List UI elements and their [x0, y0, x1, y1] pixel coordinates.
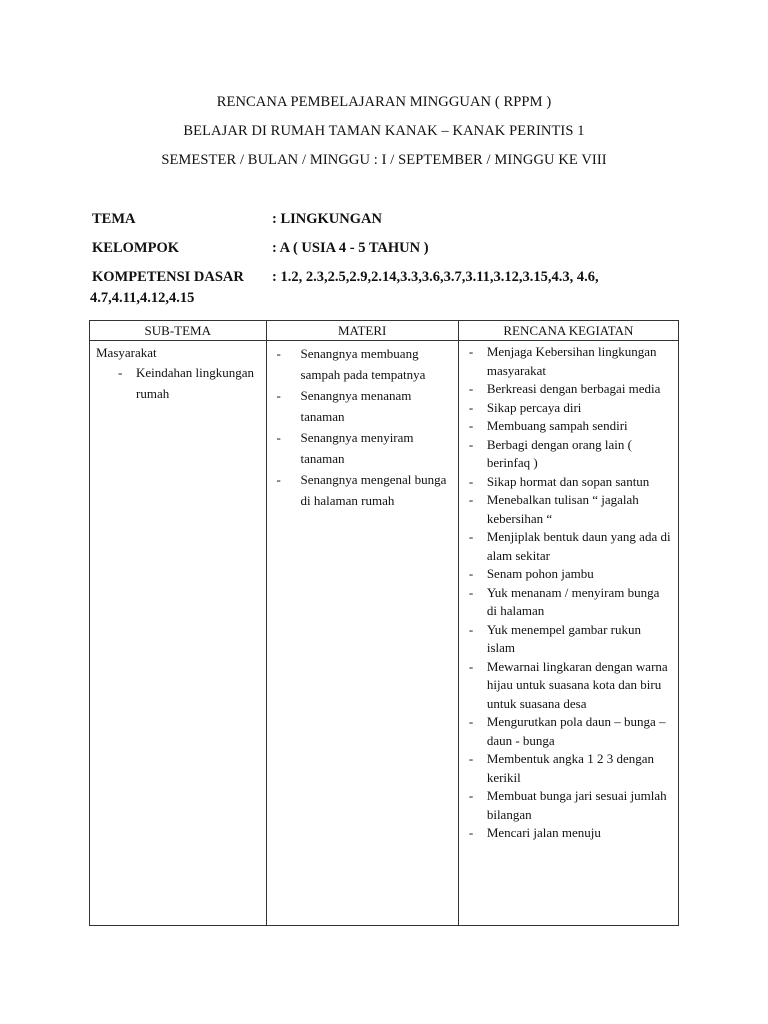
tema-label: TEMA [92, 211, 136, 227]
rppm-table [89, 320, 679, 926]
list-item: - Sikap percaya diri [465, 399, 672, 418]
document-title: RENCANA PEMBELAJARAN MINGGUAN ( RPPM ) [216, 94, 552, 110]
header-materi: MATERI [266, 321, 458, 341]
list-item: - Yuk menempel gambar rukun islam [465, 621, 672, 658]
semester-line: SEMESTER / BULAN / MINGGU : I / SEPTEMBER / MINGGU KE VIII [161, 152, 607, 168]
list-item: - Senangnya mengenal bunga di halaman rumah [273, 469, 452, 511]
list-item: - Mewarnai lingkaran dengan warna hijau untuk suasana kota dan biru untuk suasana desa [465, 658, 672, 714]
table-row [90, 341, 679, 926]
tema-row [92, 211, 692, 231]
list-item: - Menjaga Kebersihan lingkungan masyarakat [465, 343, 672, 380]
kompetensi-value: : 1.2, 2.3,2.5,2.9,2.14,3.3,3.6,3.7,3.11,3.12,3.15,4.3, 4.6, [272, 269, 599, 285]
kompetensi-continuation: 4.7,4.11,4.12,4.15 [90, 290, 195, 306]
list-item: - Menebalkan tulisan “ jagalah kebersihan “ [465, 491, 672, 528]
materi-list [273, 343, 452, 511]
kegiatan-list [465, 343, 672, 843]
list-item: - Sikap hormat dan sopan santun [465, 473, 672, 492]
list-item: - Berkreasi dengan berbagai media [465, 380, 672, 399]
list-item: - Senangnya menyiram tanaman [273, 427, 452, 469]
list-item: - Berbagi dengan orang lain ( berinfaq ) [465, 436, 672, 473]
list-item: - Mencari jalan menuju [465, 824, 672, 843]
tema-value: : LINGKUNGAN [272, 211, 382, 227]
list-item: - Membuang sampah sendiri [465, 417, 672, 436]
kelompok-row [92, 240, 692, 260]
kegiatan-cell [458, 341, 678, 926]
header-kegiatan: RENCANA KEGIATAN [458, 321, 678, 341]
subtema-list [114, 362, 260, 404]
list-item: - Senangnya membuang sampah pada tempatnya [273, 343, 452, 385]
kompetensi-row [92, 269, 692, 289]
kelompok-value: : A ( USIA 4 - 5 TAHUN ) [272, 240, 429, 256]
list-item: - Senam pohon jambu [465, 565, 672, 584]
kelompok-label: KELOMPOK [92, 240, 179, 256]
list-item: - Yuk menanam / menyiram bunga di halaman [465, 584, 672, 621]
table-header-row [90, 321, 679, 341]
subtema-cell [90, 341, 267, 926]
kompetensi-label: KOMPETENSI DASAR [92, 269, 244, 285]
document-subtitle: BELAJAR DI RUMAH TAMAN KANAK – KANAK PERINTIS 1 [183, 123, 585, 139]
list-item: - Membuat bunga jari sesuai jumlah bilangan [465, 787, 672, 824]
subtema-title: Masyarakat [96, 345, 157, 360]
list-item: - Menjiplak bentuk daun yang ada di alam sekitar [465, 528, 672, 565]
list-item: - Senangnya menanam tanaman [273, 385, 452, 427]
list-item: - Keindahan lingkungan rumah [114, 362, 260, 404]
list-item: - Membentuk angka 1 2 3 dengan kerikil [465, 750, 672, 787]
header-subtema: SUB-TEMA [90, 321, 267, 341]
materi-cell [266, 341, 458, 926]
list-item: - Mengurutkan pola daun – bunga – daun - bunga [465, 713, 672, 750]
